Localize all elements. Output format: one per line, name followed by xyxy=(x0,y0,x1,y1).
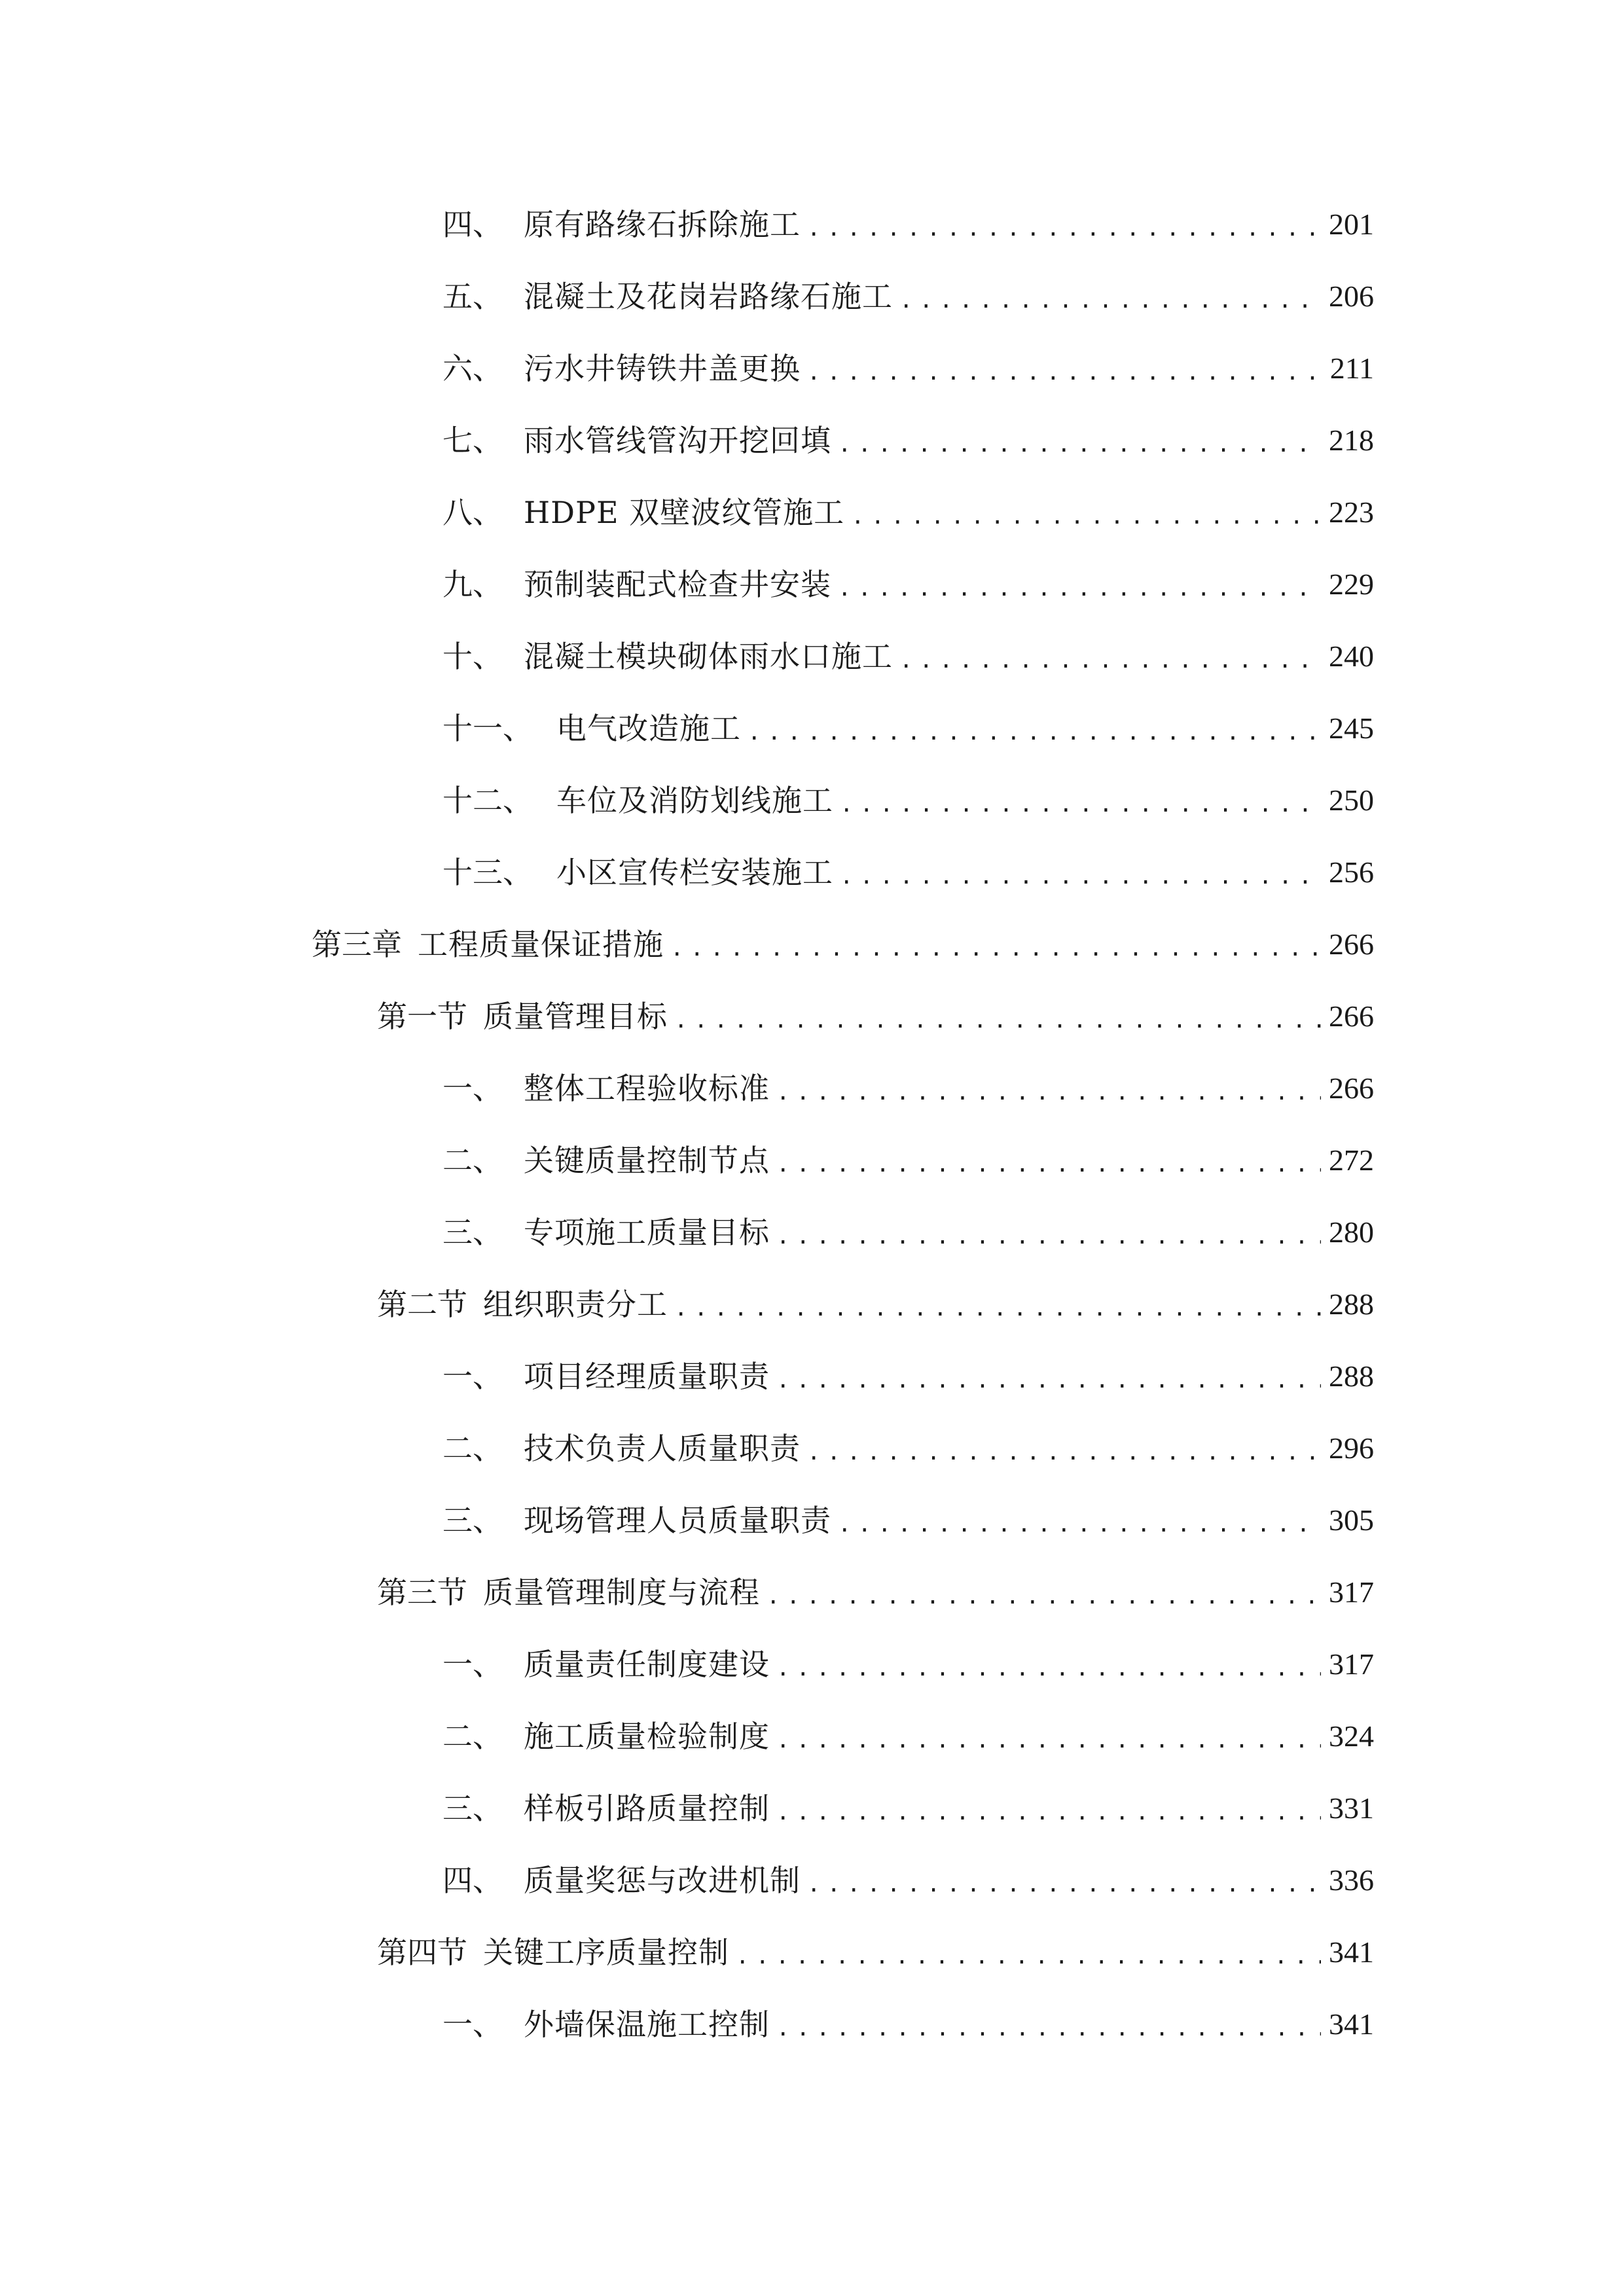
toc-entry-number: 三、 xyxy=(442,1791,503,1826)
toc-entry-page: 240 xyxy=(1329,639,1374,673)
toc-entry[interactable] xyxy=(442,626,1374,672)
toc-entry-title: 专项施工质量目标 xyxy=(524,1215,770,1250)
toc-dot-leader xyxy=(748,721,1321,744)
toc-entry-page: 296 xyxy=(1329,1431,1374,1465)
toc-entry-page: 336 xyxy=(1329,1863,1374,1897)
toc-entry-number: 四、 xyxy=(442,207,503,242)
toc-dot-leader xyxy=(674,1297,1321,1319)
toc-entry-number: 第一节 xyxy=(377,999,467,1034)
toc-entry-page: 288 xyxy=(1329,1359,1374,1393)
toc-entry-title: 整体工程验收标准 xyxy=(524,1071,770,1106)
toc-dot-leader xyxy=(840,793,1321,816)
toc-entry[interactable] xyxy=(442,698,1374,744)
toc-entry-title: HDPE 双壁波纹管施工 xyxy=(524,495,845,530)
toc-entry-number: 一、 xyxy=(442,1359,503,1394)
toc-entry[interactable] xyxy=(442,1202,1374,1250)
toc-entry-number: 一、 xyxy=(442,2007,503,2042)
toc-entry-title: 工程质量保证措施 xyxy=(418,927,664,962)
toc-entry-title: 质量管理制度与流程 xyxy=(483,1575,760,1610)
toc-entry[interactable] xyxy=(442,1130,1374,1178)
toc-entry-page: 229 xyxy=(1329,567,1374,601)
toc-entry-title: 预制装配式检查井安装 xyxy=(524,567,831,602)
toc-entry-number: 十一、 xyxy=(442,711,533,746)
toc-entry-page: 280 xyxy=(1329,1215,1374,1249)
toc-entry-page: 256 xyxy=(1329,855,1374,889)
toc-entry[interactable] xyxy=(442,194,1374,240)
toc-entry-page: 317 xyxy=(1329,1647,1374,1681)
toc-entry-page: 211 xyxy=(1329,351,1374,385)
toc-entry[interactable] xyxy=(442,482,1374,528)
toc-dot-leader xyxy=(807,1873,1321,1895)
toc-entry-page: 206 xyxy=(1329,279,1374,313)
toc-entry-title: 混凝土模块砌体雨水口施工 xyxy=(524,639,893,674)
toc-entry-title: 质量管理目标 xyxy=(483,999,668,1034)
toc-entry-title: 项目经理质量职责 xyxy=(524,1359,770,1394)
toc-entry-number: 第四节 xyxy=(377,1935,467,1970)
toc-entry[interactable] xyxy=(442,1778,1374,1826)
toc-entry-page: 341 xyxy=(1329,1935,1374,1969)
toc-entry[interactable] xyxy=(442,842,1374,888)
toc-entry-title: 原有路缘石拆除施工 xyxy=(524,207,801,242)
toc-dot-leader xyxy=(899,289,1321,312)
toc-entry[interactable] xyxy=(442,338,1374,384)
toc-entry-section[interactable] xyxy=(377,986,1374,1034)
toc-entry-number: 七、 xyxy=(442,423,503,458)
toc-entry-title: 质量奖惩与改进机制 xyxy=(524,1863,801,1898)
toc-dot-leader xyxy=(776,1225,1321,1247)
toc-entry-number: 八、 xyxy=(442,495,503,530)
toc-dot-leader xyxy=(851,505,1321,528)
toc-entry-title: 污水井铸铁井盖更换 xyxy=(524,351,801,386)
toc-entry[interactable] xyxy=(442,1058,1374,1106)
toc-entry-page: 218 xyxy=(1329,423,1374,457)
toc-entry-section[interactable] xyxy=(377,1274,1374,1322)
toc-entry-title: 车位及消防划线施工 xyxy=(556,783,833,818)
toc-entry-number: 十二、 xyxy=(442,783,533,818)
toc-entry-number: 第三章 xyxy=(312,927,402,962)
toc-entry-number: 十三、 xyxy=(442,855,533,890)
toc-entry-page: 317 xyxy=(1329,1575,1374,1609)
toc-entry-page: 288 xyxy=(1329,1287,1374,1321)
toc-dot-leader xyxy=(840,865,1321,888)
toc-entry-title: 技术负责人质量职责 xyxy=(524,1431,801,1466)
toc-entry-number: 三、 xyxy=(442,1503,503,1538)
toc-entry[interactable] xyxy=(442,1634,1374,1682)
toc-entry-title: 小区宣传栏安装施工 xyxy=(556,855,833,890)
toc-entry-page: 266 xyxy=(1329,1071,1374,1105)
toc-dot-leader xyxy=(807,361,1322,384)
toc-entry-title: 关键质量控制节点 xyxy=(524,1143,770,1178)
toc-entry-number: 第二节 xyxy=(377,1287,467,1322)
toc-entry-number: 二、 xyxy=(442,1143,503,1178)
toc-entry-number: 三、 xyxy=(442,1215,503,1250)
toc-entry[interactable] xyxy=(442,554,1374,600)
toc-entry-title: 雨水管线管沟开挖回填 xyxy=(524,423,831,458)
toc-entry-number: 九、 xyxy=(442,567,503,602)
toc-dot-leader xyxy=(776,1369,1321,1391)
toc-entry[interactable] xyxy=(442,1706,1374,1754)
toc-entry-page: 331 xyxy=(1329,1791,1374,1825)
toc-entry-number: 四、 xyxy=(442,1863,503,1898)
toc-dot-leader xyxy=(670,937,1321,960)
toc-entry-number: 二、 xyxy=(442,1719,503,1754)
toc-dot-leader xyxy=(838,577,1321,600)
toc-dot-leader xyxy=(807,217,1321,240)
toc-entry-section[interactable] xyxy=(377,1922,1374,1970)
toc-dot-leader xyxy=(776,1081,1321,1103)
toc-entry-title: 现场管理人员质量职责 xyxy=(524,1503,831,1538)
toc-dot-leader xyxy=(776,2017,1321,2039)
toc-entry[interactable] xyxy=(442,266,1374,312)
toc-dot-leader xyxy=(899,649,1321,672)
toc-dot-leader xyxy=(767,1585,1321,1607)
toc-entry-page: 272 xyxy=(1329,1143,1374,1177)
toc-dot-leader xyxy=(736,1945,1321,1967)
toc-entry-page: 305 xyxy=(1329,1503,1374,1537)
toc-dot-leader xyxy=(838,1513,1321,1535)
toc-entry[interactable] xyxy=(442,1994,1374,2042)
toc-entry-title: 样板引路质量控制 xyxy=(524,1791,770,1826)
toc-entry-page: 266 xyxy=(1329,927,1374,961)
toc-entry-page: 245 xyxy=(1329,711,1374,745)
toc-entry[interactable] xyxy=(442,1346,1374,1394)
toc-dot-leader xyxy=(776,1657,1321,1679)
toc-entry-page: 266 xyxy=(1329,999,1374,1033)
toc-entry[interactable] xyxy=(442,410,1374,456)
toc-entry-section[interactable] xyxy=(377,1562,1374,1610)
toc-entry-chapter[interactable] xyxy=(312,914,1374,960)
toc-entry-number: 六、 xyxy=(442,351,503,386)
toc-dot-leader xyxy=(776,1729,1321,1751)
toc-entry-number: 一、 xyxy=(442,1071,503,1106)
toc-entry-number: 二、 xyxy=(442,1431,503,1466)
toc-entry-page: 324 xyxy=(1329,1719,1374,1753)
toc-entry-page: 341 xyxy=(1329,2007,1374,2041)
toc-entry-page: 201 xyxy=(1329,207,1374,241)
toc-dot-leader xyxy=(776,1801,1321,1823)
toc-entry-number: 五、 xyxy=(442,279,503,314)
toc-entry-title: 混凝土及花岗岩路缘石施工 xyxy=(524,279,893,314)
toc-entry-title: 组织职责分工 xyxy=(483,1287,668,1322)
toc-entry-title: 关键工序质量控制 xyxy=(483,1935,729,1970)
toc-entry-title: 施工质量检验制度 xyxy=(524,1719,770,1754)
toc-entry[interactable] xyxy=(442,1850,1374,1898)
toc-dot-leader xyxy=(674,1009,1321,1031)
toc-entry-number: 一、 xyxy=(442,1647,503,1682)
toc-entry-number: 十、 xyxy=(442,639,503,674)
toc-entry-title: 外墙保温施工控制 xyxy=(524,2007,770,2042)
toc-entry-page: 250 xyxy=(1329,783,1374,817)
toc-dot-leader xyxy=(807,1441,1321,1463)
toc-dot-leader xyxy=(838,433,1321,456)
toc-entry[interactable] xyxy=(442,1418,1374,1466)
toc-entry[interactable] xyxy=(442,1490,1374,1538)
toc-entry-page: 223 xyxy=(1329,495,1374,529)
toc-entry[interactable] xyxy=(442,770,1374,816)
toc-entry-title: 电气改造施工 xyxy=(556,711,741,746)
toc-dot-leader xyxy=(776,1153,1321,1175)
toc-entry-title: 质量责任制度建设 xyxy=(524,1647,770,1682)
toc-entry-number: 第三节 xyxy=(377,1575,467,1610)
